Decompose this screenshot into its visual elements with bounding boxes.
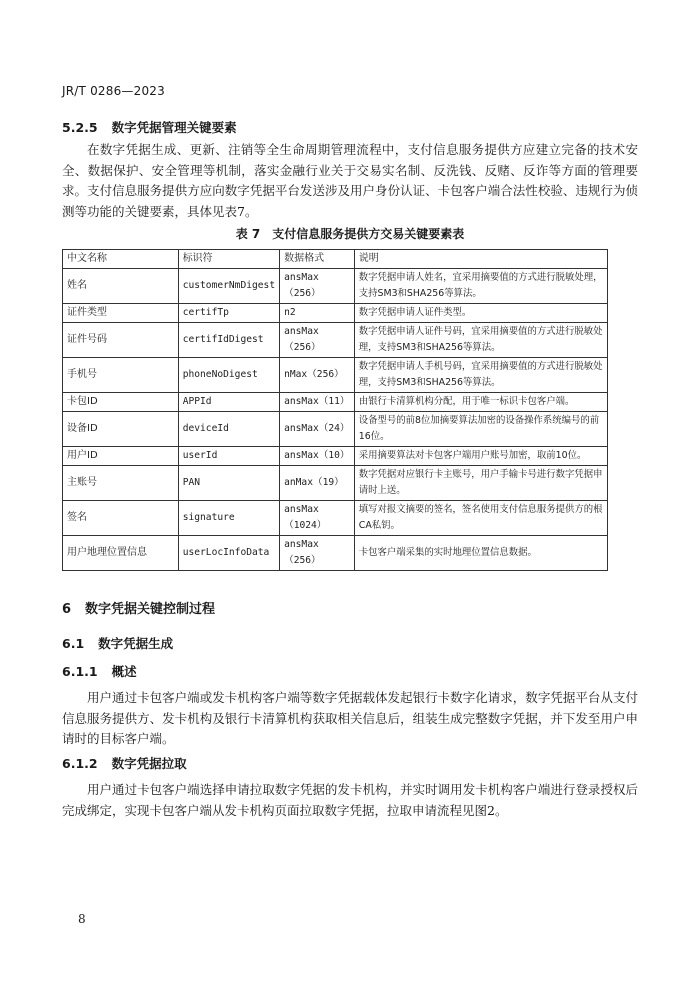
table-row: [63, 412, 608, 447]
table-header-row: [63, 250, 608, 269]
cell-name: 卡包ID: [63, 393, 179, 412]
cell-description: 数字凭据申请人证件类型。: [354, 304, 607, 323]
table-row: [63, 269, 608, 304]
cell-format: ansMax（10）: [280, 447, 355, 466]
cell-format: ansMax（11）: [280, 393, 355, 412]
section-6-1-2-paragraph: 用户通过卡包客户端选择申请拉取数字凭据的发卡机构，并实时调用发卡机构客户端进行登录授权后完成绑定，实现卡包客户端从发卡机构页面拉取数字凭据，拉取申请流程见图2。: [62, 782, 638, 818]
cell-identifier: userId: [178, 447, 279, 466]
cell-description: 数字凭据申请人姓名，宜采用摘要值的方式进行脱敏处理，支持SM3和SHA256等算法。: [354, 269, 607, 304]
cell-format: ansMax（256）: [280, 269, 355, 304]
cell-description: 采用摘要算法对卡包客户端用户账号加密，取前10位。: [354, 447, 607, 466]
cell-name: 证件号码: [63, 323, 179, 358]
cell-identifier: userLocInfoData: [178, 536, 279, 571]
table-caption: [62, 225, 638, 242]
cell-format: ansMax（256）: [280, 536, 355, 571]
cell-identifier: customerNmDigest: [178, 269, 279, 304]
cell-description: 由银行卡清算机构分配，用于唯一标识卡包客户端。: [354, 393, 607, 412]
section-number: 6.1: [62, 636, 85, 651]
section-title: 数字凭据管理关键要素: [111, 120, 237, 135]
cell-name: 用户ID: [63, 447, 179, 466]
header-cell: 中文名称: [63, 250, 179, 269]
header-cell: 说明: [354, 250, 607, 269]
cell-name: 姓名: [63, 269, 179, 304]
cell-format: nMax（256）: [280, 358, 355, 393]
header-cell: 标识符: [178, 250, 279, 269]
cell-name: 用户地理位置信息: [63, 536, 179, 571]
section-6-1-2-heading: [62, 754, 187, 772]
cell-identifier: deviceId: [178, 412, 279, 447]
cell-description: 数字凭据对应银行卡主账号，用户手输卡号进行数字凭据申请时上送。: [354, 466, 607, 501]
section-6-1-1-heading: [62, 662, 137, 680]
section-title: 数字凭据生成: [98, 636, 174, 651]
header-cell: 数据格式: [280, 250, 355, 269]
cell-format: ansMax（256）: [280, 323, 355, 358]
cell-description: 填写对报文摘要的签名，签名使用支付信息服务提供方的根CA私钥。: [354, 501, 607, 536]
table-row: [63, 501, 608, 536]
table-caption-number: 表 7: [235, 227, 261, 241]
cell-identifier: APPId: [178, 393, 279, 412]
cell-identifier: signature: [178, 501, 279, 536]
key-elements-table: [62, 249, 608, 571]
table-row: [63, 393, 608, 412]
section-number: 6.1.2: [62, 756, 98, 771]
cell-identifier: certifTp: [178, 304, 279, 323]
cell-description: 数字凭据申请人手机号码，宜采用摘要值的方式进行脱敏处理，支持SM3和SHA256等算法。: [354, 358, 607, 393]
section-5-2-5-paragraph: 在数字凭据生成、更新、注销等全生命周期管理流程中，支付信息服务提供方应建立完备的技术安全、数据保护、安全管理等机制，落实金融行业关于交易实名制、反洗钱、反赌、反诈等方面的管理要求。支付信息服务提供方应向数字凭据平台发送涉及用户身份认证、卡包客户端合法性校验、违规行为侦测等功能的关键要素，具体见表7。: [62, 142, 638, 219]
cell-format: anMax（19）: [280, 466, 355, 501]
section-5-2-5-heading: [62, 118, 237, 136]
cell-description: 卡包客户端采集的实时地理位置信息数据。: [354, 536, 607, 571]
section-number: 6.1.1: [62, 664, 98, 679]
cell-identifier: phoneNoDigest: [178, 358, 279, 393]
standard-code: JR/T 0286—2023: [62, 84, 165, 98]
table-row: [63, 304, 608, 323]
section-6-heading: [62, 598, 215, 617]
section-title: 数字凭据拉取: [111, 756, 187, 771]
section-6-1-1-paragraph: 用户通过卡包客户端或发卡机构客户端等数字凭据载体发起银行卡数字化请求，数字凭据平台从支付信息服务提供方、发卡机构及银行卡清算机构获取相关信息后，组装生成完整数字凭据，并下发至用户申请时的目标客户端。: [62, 690, 638, 747]
table-row: [63, 466, 608, 501]
cell-name: 主账号: [63, 466, 179, 501]
table-caption-title: 支付信息服务提供方交易关键要素表: [272, 227, 465, 241]
cell-identifier: PAN: [178, 466, 279, 501]
section-title: 概述: [111, 664, 137, 679]
cell-name: 设备ID: [63, 412, 179, 447]
cell-format: n2: [280, 304, 355, 323]
cell-name: 手机号: [63, 358, 179, 393]
table-row: [63, 358, 608, 393]
cell-name: 证件类型: [63, 304, 179, 323]
cell-format: ansMax（1024）: [280, 501, 355, 536]
cell-identifier: certifIdDigest: [178, 323, 279, 358]
cell-format: ansMax（24）: [280, 412, 355, 447]
table-row: [63, 323, 608, 358]
section-title: 数字凭据关键控制过程: [85, 602, 216, 617]
table-row: [63, 536, 608, 571]
page-number: 8: [78, 912, 86, 926]
cell-name: 签名: [63, 501, 179, 536]
section-number: 5.2.5: [62, 120, 98, 135]
section-number: 6: [62, 602, 72, 617]
table-row: [63, 447, 608, 466]
section-6-1-heading: [62, 634, 173, 652]
cell-description: 数字凭据申请人证件号码，宜采用摘要值的方式进行脱敏处理，支持SM3和SHA256等算法。: [354, 323, 607, 358]
cell-description: 设备型号的前8位加摘要算法加密的设备操作系统编号的前16位。: [354, 412, 607, 447]
